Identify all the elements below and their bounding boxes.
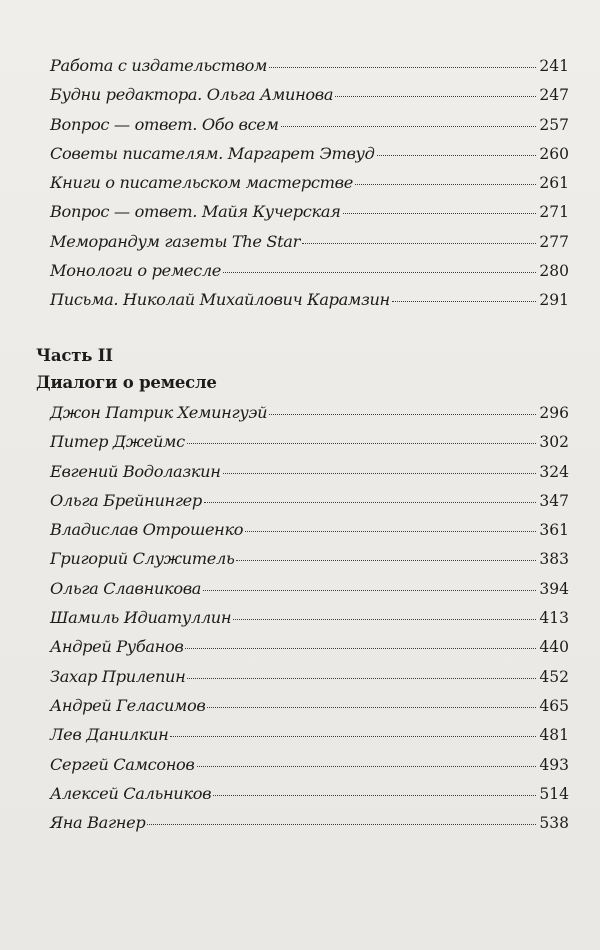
part-2-heading bbox=[36, 342, 217, 396]
entry-page-number: 260 bbox=[539, 144, 569, 163]
entry-title: Владислав Отрошенко bbox=[50, 520, 244, 540]
dot-leader bbox=[245, 531, 536, 532]
entry-page-number: 324 bbox=[539, 462, 569, 481]
dot-leader bbox=[170, 736, 536, 737]
entry-title: Письма. Николай Михайлович Карамзин bbox=[50, 290, 390, 310]
toc-entry bbox=[36, 637, 569, 666]
toc-entry bbox=[36, 549, 569, 578]
toc-entry bbox=[36, 202, 569, 231]
entry-title: Шамиль Идиатуллин bbox=[50, 608, 232, 628]
dot-leader bbox=[187, 443, 537, 444]
entry-title: Книги о писательском мастерстве bbox=[50, 173, 353, 193]
dot-leader bbox=[185, 648, 536, 649]
entry-title: Алексей Сальников bbox=[50, 783, 212, 803]
dot-leader bbox=[236, 560, 536, 561]
entry-title: Лев Данилкин bbox=[50, 725, 169, 745]
entry-page-number: 361 bbox=[539, 521, 569, 540]
toc-entry bbox=[36, 115, 569, 144]
toc-entry bbox=[36, 667, 569, 696]
part-2-title: Диалоги о ремесле bbox=[36, 373, 217, 392]
toc-entry bbox=[36, 579, 569, 608]
dot-leader bbox=[223, 473, 537, 474]
toc-entry bbox=[36, 755, 569, 784]
toc-entry bbox=[36, 520, 569, 549]
dot-leader bbox=[269, 67, 536, 68]
entry-page-number: 481 bbox=[539, 726, 569, 745]
entry-page-number: 261 bbox=[539, 174, 569, 193]
dot-leader bbox=[392, 301, 537, 302]
toc-entry bbox=[36, 813, 569, 842]
toc-entry bbox=[36, 608, 569, 637]
dot-leader bbox=[223, 272, 536, 273]
dot-leader bbox=[187, 678, 536, 679]
entry-page-number: 296 bbox=[539, 404, 569, 422]
dot-leader bbox=[343, 213, 537, 214]
entry-page-number: 452 bbox=[539, 667, 569, 686]
toc-entry bbox=[36, 491, 569, 520]
dot-leader bbox=[377, 155, 537, 156]
dot-leader bbox=[355, 184, 536, 185]
dot-leader bbox=[204, 502, 537, 503]
entry-page-number: 440 bbox=[539, 638, 569, 657]
entry-page-number: 291 bbox=[539, 291, 569, 310]
entry-title: Вопрос — ответ. Обо всем bbox=[50, 114, 279, 134]
dot-leader bbox=[147, 824, 536, 825]
toc-entry bbox=[36, 56, 569, 85]
toc-entry bbox=[36, 85, 569, 114]
dot-leader bbox=[335, 96, 536, 97]
entry-page-number: 277 bbox=[539, 232, 569, 251]
toc-entry bbox=[36, 144, 569, 173]
entry-title: Андрей Геласимов bbox=[50, 695, 206, 715]
entry-title: Вопрос — ответ. Майя Кучерская bbox=[50, 202, 341, 222]
entry-page-number: 302 bbox=[539, 433, 569, 452]
entry-page-number: 257 bbox=[539, 115, 569, 134]
dot-leader bbox=[213, 795, 536, 796]
entry-page-number: 394 bbox=[539, 579, 569, 598]
entry-page-number: 347 bbox=[539, 491, 569, 510]
entry-title: Захар Прилепин bbox=[50, 666, 186, 686]
toc-entry bbox=[36, 290, 569, 319]
toc-entry bbox=[36, 232, 569, 261]
dot-leader bbox=[207, 707, 536, 708]
dot-leader bbox=[281, 126, 537, 127]
toc-entry bbox=[36, 725, 569, 754]
dot-leader bbox=[233, 619, 536, 620]
entry-page-number: 465 bbox=[539, 696, 569, 715]
entry-title: Монологи о ремесле bbox=[50, 261, 222, 281]
entry-title: Ольга Славникова bbox=[50, 578, 202, 598]
dot-leader bbox=[203, 590, 536, 591]
entry-page-number: 241 bbox=[539, 57, 569, 75]
toc-entry bbox=[36, 432, 569, 461]
part-2-label: Часть II bbox=[36, 346, 113, 365]
entry-title: Григорий Служитель bbox=[50, 549, 235, 569]
toc-entry bbox=[36, 462, 569, 491]
entry-page-number: 247 bbox=[539, 86, 569, 105]
entry-title: Меморандум газеты The Star bbox=[50, 231, 300, 251]
dot-leader bbox=[197, 766, 537, 767]
toc-entry bbox=[36, 173, 569, 202]
entry-title: Ольга Брейнингер bbox=[50, 490, 202, 510]
entry-title: Питер Джеймс bbox=[50, 432, 185, 452]
dot-leader bbox=[302, 243, 536, 244]
entry-title: Яна Вагнер bbox=[50, 813, 146, 833]
part-2-entries bbox=[36, 403, 569, 842]
entry-title: Будни редактора. Ольга Аминова bbox=[50, 85, 334, 105]
entry-page-number: 383 bbox=[539, 550, 569, 569]
entry-page-number: 280 bbox=[539, 262, 569, 281]
entry-title: Андрей Рубанов bbox=[50, 637, 184, 657]
entry-page-number: 271 bbox=[539, 203, 569, 222]
toc-entry bbox=[36, 261, 569, 290]
entry-title: Работа с издательством bbox=[50, 56, 268, 75]
toc-entry bbox=[36, 403, 569, 432]
part-1-entries bbox=[36, 56, 569, 320]
toc-entry bbox=[36, 784, 569, 813]
entry-page-number: 413 bbox=[539, 609, 569, 628]
entry-title: Сергей Самсонов bbox=[50, 754, 195, 774]
entry-title: Джон Патрик Хемингуэй bbox=[50, 403, 268, 422]
dot-leader bbox=[269, 414, 536, 415]
toc-entry bbox=[36, 696, 569, 725]
entry-title: Евгений Водолазкин bbox=[50, 461, 221, 481]
entry-page-number: 514 bbox=[539, 784, 569, 803]
entry-page-number: 493 bbox=[539, 755, 569, 774]
entry-title: Советы писателям. Маргарет Этвуд bbox=[50, 143, 375, 163]
entry-page-number: 538 bbox=[539, 814, 569, 833]
